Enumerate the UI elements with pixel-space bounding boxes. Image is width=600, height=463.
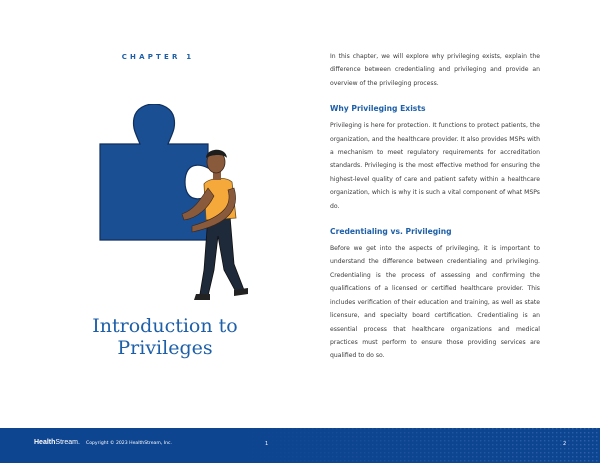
title-line-1: Introduction to: [92, 315, 238, 337]
section-heading-why-privileging: Why Privileging Exists: [330, 104, 426, 114]
copyright-text: Copyright © 2023 HealthStream, Inc.: [86, 441, 172, 446]
title-line-2: Privileges: [117, 337, 213, 359]
chapter-title: [0, 315, 330, 359]
section-body-credentialing: Before we get into the aspects of privileging, it is important to understand the difference between credentialing and privileging. Credentialing is the process of assessing and confirming the qualifications of a licensed or certified healthcare provider. This includes verification of their education and training, as well as state licensure, and specialty board certification. Credentialing is an essential process that healthcare organizations and medical practices must perform to ensure those providing services are qualified to do so.: [330, 245, 540, 360]
intro-paragraph: In this chapter, we will explore why privileging exists, explain the difference between credentialing and privileging and provide an overview of the privileging process.: [330, 53, 540, 87]
page-number-right: 2: [563, 441, 567, 447]
page-number-left: 1: [265, 441, 269, 447]
right-column: [330, 50, 540, 363]
section-heading-credentialing: Credentialing vs. Privileging: [330, 227, 452, 237]
chapter-label: CHAPTER 1: [121, 53, 195, 61]
section-body-why-privileging: Privileging is here for protection. It functions to protect patients, the organization, and the healthcare provider. It also provides MSPs with a mechanism to meet regulatory requirements for accreditation standards. Privileging is the most effective method for ensuring the highest-level quality of care and patient safety within a healthcare organization, which is why it is such a vital component of what MSPs do.: [330, 122, 540, 210]
footer-dot-pattern: [240, 428, 600, 463]
footer-bar: [0, 428, 600, 463]
puzzle-person-illustration: [96, 104, 256, 304]
healthstream-logo: HealthStream.: [34, 439, 80, 446]
puzzle-piece-icon: [100, 104, 208, 240]
